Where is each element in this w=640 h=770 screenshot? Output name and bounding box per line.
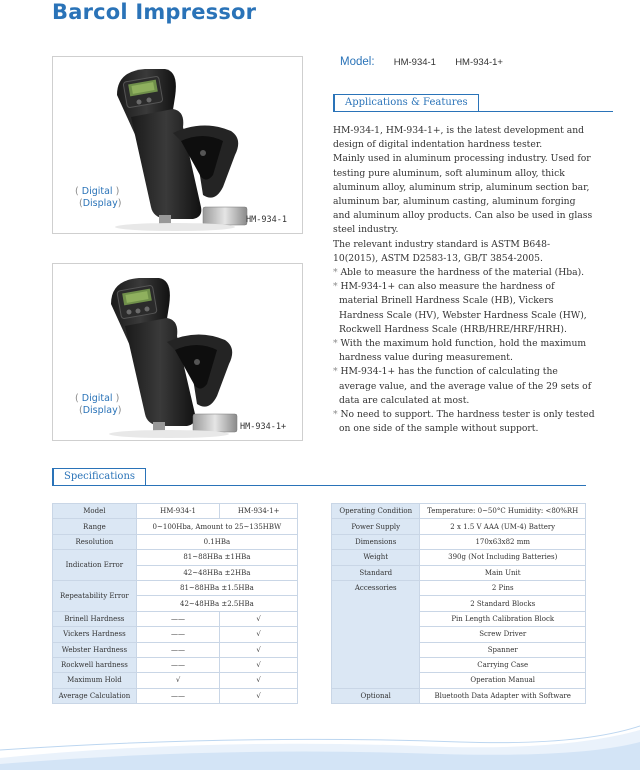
table-cell: Model <box>53 504 137 519</box>
table-cell: 2 x 1.5 V AAA (UM-4) Battery <box>420 519 586 534</box>
model-value-2: HM-934-1+ <box>455 57 503 68</box>
table-cell: Optional <box>332 688 420 703</box>
applications-heading: Applications & Features <box>333 94 479 111</box>
spec-table-right <box>331 503 586 704</box>
table-row <box>332 504 586 519</box>
bullet-item: * HM-934-1+ has the function of calculating the average value, and the average value of the 29 sets of data are calculated at most. <box>333 366 592 406</box>
table-cell: Dimensions <box>332 534 420 549</box>
table-cell: Weight <box>332 550 420 565</box>
applications-text <box>333 124 595 436</box>
section-rule <box>52 485 586 486</box>
table-cell: Maximum Hold <box>53 673 137 688</box>
digital-display-badge: ( Digital ) (Display) <box>75 186 122 209</box>
specifications-heading: Specifications <box>52 468 146 485</box>
table-cell: 170x63x82 mm <box>420 534 586 549</box>
table-row <box>53 642 298 657</box>
product-image-box-1 <box>52 56 303 234</box>
table-row <box>53 657 298 672</box>
product-caption: HM-934-1 <box>246 215 287 225</box>
table-cell: √ <box>220 657 298 672</box>
table-row <box>53 580 298 595</box>
table-row <box>53 534 298 549</box>
table-cell: 81~88HBa ±1HBa <box>136 550 297 565</box>
table-cell: √ <box>136 673 220 688</box>
bullet-item: * Able to measure the hardness of the material (Hba). <box>333 267 585 279</box>
table-row <box>332 534 586 549</box>
paragraph: HM-934-1, HM-934-1+, is the latest development and design of digital indentation hardness tester. <box>333 125 585 151</box>
section-rule <box>333 111 613 112</box>
table-row <box>53 627 298 642</box>
table-cell: √ <box>220 688 298 703</box>
digital-display-badge: ( Digital ) (Display) <box>75 393 122 416</box>
table-cell: Spanner <box>420 642 586 657</box>
table-cell: Screw Driver <box>420 627 586 642</box>
table-cell: Bluetooth Data Adapter with Software <box>420 688 586 703</box>
table-cell: Average Calculation <box>53 688 137 703</box>
table-row <box>53 550 298 565</box>
paragraph: Mainly used in aluminum processing industry. Used for testing pure aluminum, soft aluminum alloy, thick aluminum alloy, aluminum strip, aluminum section bar, aluminum bar, aluminum casting, aluminum forging and aluminum alloy products. Can also be used in glass steel industry. <box>333 153 593 236</box>
table-cell: 2 Standard Blocks <box>420 596 586 611</box>
table-cell: Accessories <box>332 580 420 688</box>
table-row <box>332 550 586 565</box>
table-row <box>53 673 298 688</box>
table-row <box>332 580 586 595</box>
table-cell: —— <box>136 642 220 657</box>
table-cell: Pin Length Calibration Block <box>420 611 586 626</box>
table-row <box>53 519 298 534</box>
table-cell: Temperature: 0~50°C Humidity: <80%RH <box>420 504 586 519</box>
product-caption: HM-934-1+ <box>240 422 287 432</box>
product-image-box-2 <box>52 263 303 441</box>
table-cell: Brinell Hardness <box>53 611 137 626</box>
table-cell: 0.1HBa <box>136 534 297 549</box>
table-cell: Range <box>53 519 137 534</box>
table-cell: 81~88HBa ±1.5HBa <box>136 580 297 595</box>
spec-table-left <box>52 503 298 704</box>
table-cell: Rockwell hardness <box>53 657 137 672</box>
table-cell: Operating Condition <box>332 504 420 519</box>
table-cell: Standard <box>332 565 420 580</box>
table-cell: —— <box>136 611 220 626</box>
table-cell: —— <box>136 688 220 703</box>
table-cell: 42~48HBa ±2HBa <box>136 565 297 580</box>
table-row <box>332 688 586 703</box>
table-cell: Webster Hardness <box>53 642 137 657</box>
model-value-1: HM-934-1 <box>393 57 436 68</box>
table-row <box>53 611 298 626</box>
table-cell: HM-934-1+ <box>220 504 298 519</box>
table-row <box>53 504 298 519</box>
model-label: Model: <box>340 56 375 68</box>
table-row <box>332 565 586 580</box>
table-cell: 390g (Not Including Batteries) <box>420 550 586 565</box>
bullet-item: * With the maximum hold function, hold the maximum hardness value during measurement. <box>333 338 587 364</box>
table-cell: —— <box>136 627 220 642</box>
table-cell: Power Supply <box>332 519 420 534</box>
paragraph: The relevant industry standard is ASTM B648-10(2015), ASTM D2583-13, GB/T 3854-2005. <box>333 238 551 264</box>
table-cell: Resolution <box>53 534 137 549</box>
table-cell: √ <box>220 611 298 626</box>
table-cell: 0~100Hba, Amount to 25~135HBW <box>136 519 297 534</box>
table-cell: √ <box>220 673 298 688</box>
bullet-item: * No need to support. The hardness tester is only tested on one side of the sample without support. <box>333 409 595 435</box>
table-cell: 42~48HBa ±2.5HBa <box>136 596 297 611</box>
model-row <box>340 56 503 68</box>
table-cell: 2 Pins <box>420 580 586 595</box>
page-title: Barcol Impressor <box>52 0 257 24</box>
table-cell: Operation Manual <box>420 673 586 688</box>
table-cell: Indication Error <box>53 550 137 581</box>
bullet-item: * HM-934-1+ can also measure the hardness of material Brinell Hardness Scale (HB), Vickers Hardness Scale (HV), Webster Hardness Scale (HW), Rockwell Hardness Scale (HRB/HRE/HRF/HRH). <box>333 281 587 335</box>
table-cell: Carrying Case <box>420 657 586 672</box>
table-cell: Main Unit <box>420 565 586 580</box>
table-cell: HM-934-1 <box>136 504 220 519</box>
table-cell: √ <box>220 642 298 657</box>
table-row <box>332 519 586 534</box>
table-row <box>53 688 298 703</box>
table-cell: √ <box>220 627 298 642</box>
table-cell: —— <box>136 657 220 672</box>
table-cell: Repeatability Error <box>53 580 137 611</box>
footer-wave-decoration <box>0 720 640 770</box>
table-cell: Vickers Hardness <box>53 627 137 642</box>
